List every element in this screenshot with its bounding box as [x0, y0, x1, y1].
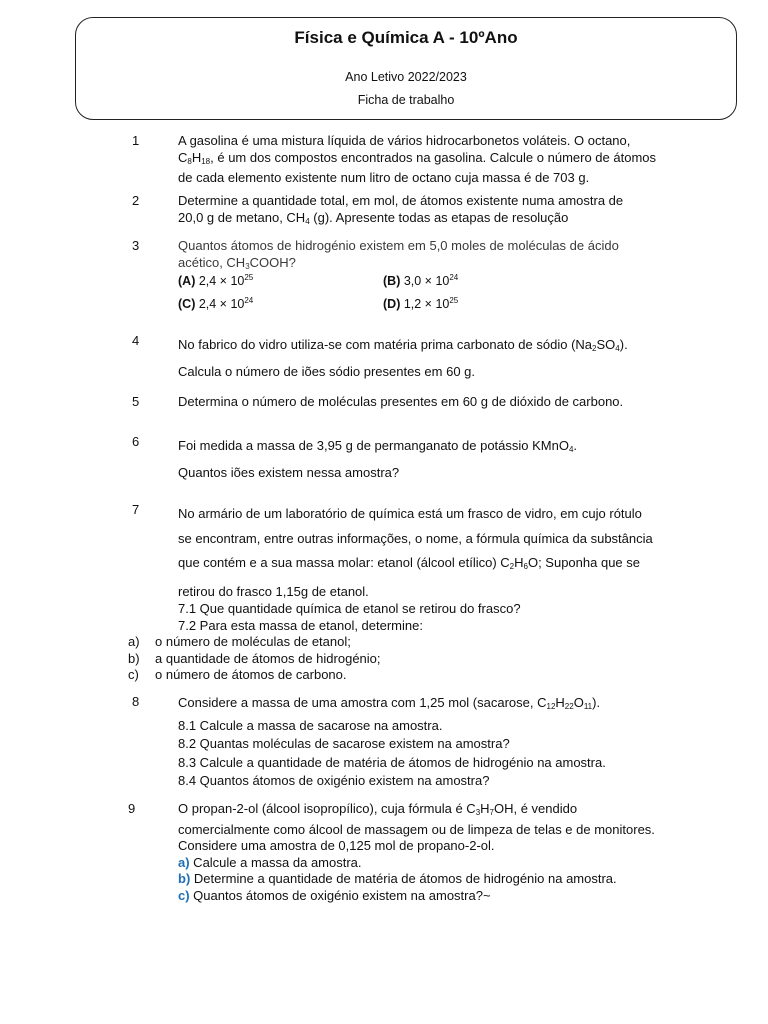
sheet-type: Ficha de trabalho: [357, 93, 455, 107]
option-b: (B) $3,0 \times 10^{24}$: [383, 273, 459, 288]
text-line: 20,0 g de metano, $CH_4$ (g). Apresente todas as etapas de resolução: [178, 209, 569, 226]
item-c: c) Quantos átomos de oxigénio existem na amostra?~: [178, 887, 491, 903]
text-line: No armário de um laboratório de química está um frasco de vidro, em cujo rótulo: [178, 506, 642, 521]
text-line: Determine a quantidade total, em mol, de átomos existente numa amostra de: [178, 193, 624, 208]
text-line: que contém e a sua massa molar: etanol (álcool etílico) $C_2H_6O$; Suponha que se: [178, 555, 640, 571]
subquestion-8-3: 8.3 Calcule a quantidade de matéria de átomos de hidrogénio na amostra.: [178, 754, 606, 770]
item-text: o número de moléculas de etanol;: [155, 634, 351, 649]
question-text: [178, 333, 656, 383]
question-number: 5: [132, 394, 140, 409]
question-number: 1: [132, 133, 140, 148]
question-text: [178, 502, 656, 604]
option-d: (D) $1,2 \times 10^{25}$: [383, 296, 459, 311]
text-line: Determina o número de moléculas presentes em 60 g de dióxido de carbono.: [178, 394, 624, 409]
question-number: 3: [132, 238, 140, 253]
item-text: o número de átomos de carbono.: [155, 667, 347, 682]
question-number: 6: [132, 434, 140, 449]
item-letter: c): [128, 667, 139, 682]
subquestion-7-1: 7.1 Que quantidade química de etanol se retirou do frasco?: [178, 601, 521, 616]
question-text: [178, 133, 656, 187]
text-line: se encontram, entre outras informações, o nome, a fórmula química da substância: [178, 530, 653, 546]
question-text: [178, 694, 656, 791]
text-line: acético, $CH_3COOH$?: [178, 254, 296, 271]
question-text: [178, 434, 656, 484]
text-line: A gasolina é uma mistura líquida de vários hidrocarbonetos voláteis. O octano,: [178, 133, 631, 148]
text-line: No fabrico do vidro utiliza-se com matéria prima carbonato de sódio $(Na_2SO_4)$.: [178, 337, 628, 353]
question-number: 2: [132, 193, 140, 208]
question-number: 8: [132, 694, 140, 709]
question-text: [178, 193, 656, 230]
text-line: retirou do frasco 1,15g de etanol.: [178, 583, 369, 599]
text-line: $C_8H_{18}$, é um dos compostos encontrados na gasolina. Calcule o número de átomos: [178, 149, 657, 166]
subquestion-8-1: 8.1 Calcule a massa de sacarose na amostra.: [178, 717, 443, 733]
text-line: Quantos iões existem nessa amostra?: [178, 465, 400, 480]
text-line: comercialmente como álcool de massagem ou de limpeza de telas e de monitores.: [178, 821, 655, 837]
text-line: Foi medida a massa de 3,95 g de permanganato de potássio KMnO$_4$.: [178, 438, 578, 454]
text-line: de cada elemento existente num litro de octano cuja massa é de 703 g.: [178, 170, 590, 185]
question-number: 9: [128, 801, 136, 816]
option-c: (C) $2,4 \times 10^{24}$: [178, 296, 254, 311]
item-a: a) Calcule a massa da amostra.: [178, 854, 362, 870]
text-line: Considere uma amostra de 0,125 mol de propano-2-ol.: [178, 838, 495, 853]
text-line: Quantos átomos de hidrogénio existem em 5,0 moles de moléculas de ácido: [178, 238, 619, 253]
option-a: (A) $2,4 \times 10^{25}$: [178, 273, 254, 288]
subquestion-8-2: 8.2 Quantas moléculas de sacarose existem na amostra?: [178, 736, 510, 751]
question-number: 7: [132, 502, 140, 517]
page-title: Física e Química A - 10ºAno: [294, 28, 518, 47]
subquestion-8-4: 8.4 Quantos átomos de oxigénio existem na amostra?: [178, 773, 490, 788]
question-text: [178, 801, 656, 904]
text-line: Considere a massa de uma amostra com 1,25 mol (sacarose, $C_{12}H_{22}O_{11}$).: [178, 695, 601, 711]
question-text: [178, 394, 656, 411]
item-letter: b): [128, 651, 140, 666]
question-text: [178, 238, 656, 275]
item-b: b) Determine a quantidade de matéria de átomos de hidrogénio na amostra.: [178, 871, 617, 886]
question-number: 4: [132, 333, 140, 348]
item-letter: a): [128, 634, 140, 649]
item-text: a quantidade de átomos de hidrogénio;: [155, 651, 381, 666]
header-box: [75, 17, 737, 120]
subquestion-7-2: 7.2 Para esta massa de etanol, determine:: [178, 618, 423, 633]
text-line: Calcula o número de iões sódio presentes em 60 g.: [178, 364, 476, 379]
text-line: O propan-2-ol (álcool isopropílico), cuja fórmula é $C_3H_7OH$, é vendido: [178, 801, 578, 817]
school-year: Ano Letivo 2022/2023: [345, 70, 467, 84]
